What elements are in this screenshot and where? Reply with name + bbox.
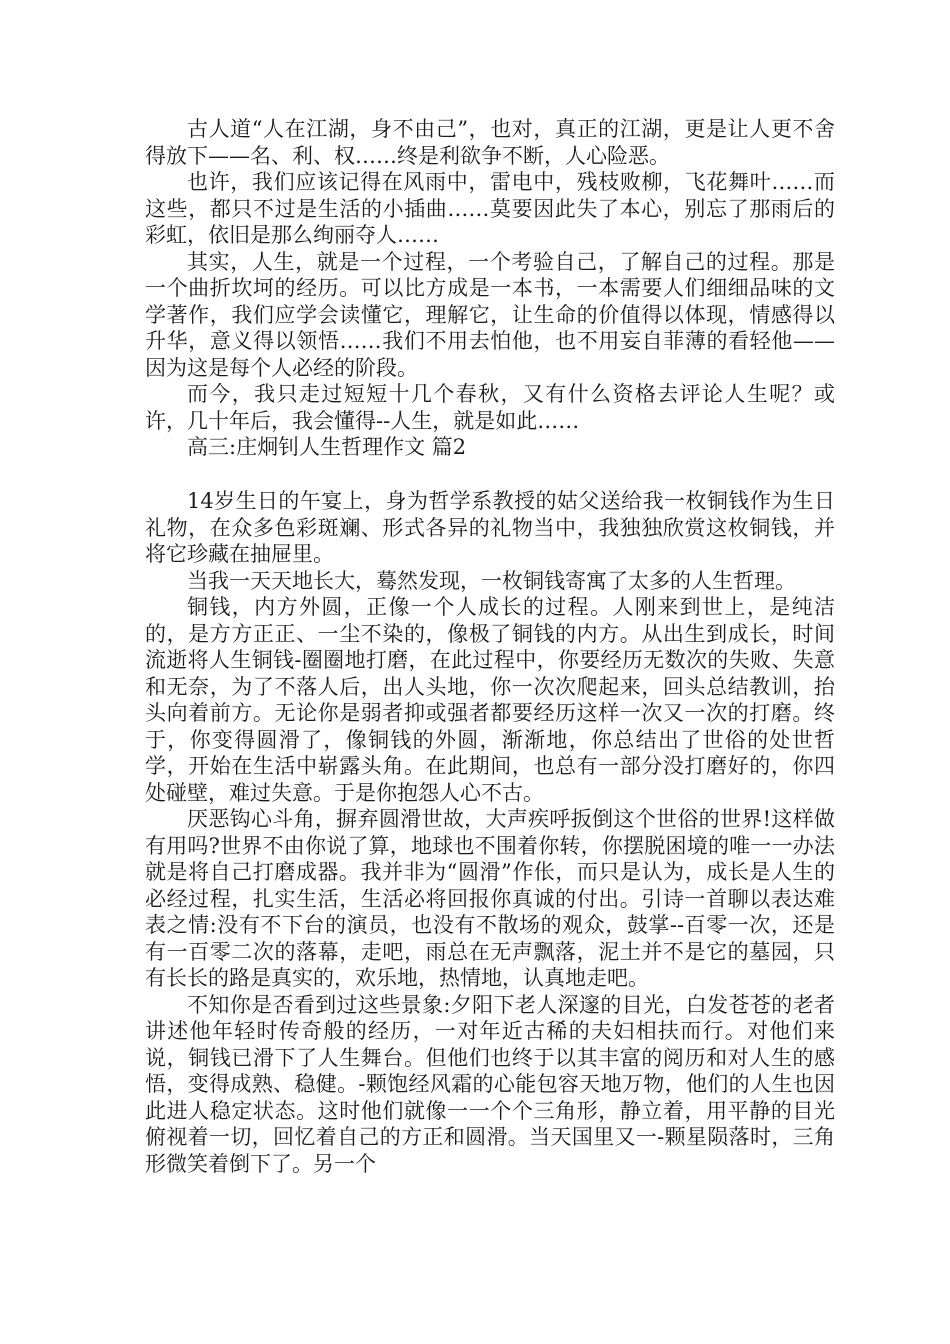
paragraph: 古人道“人在江湖，身不由己”，也对，真正的江湖，更是让人更不舍得放下——名、利、权……终是利欲争不断，人心险恶。 <box>145 117 835 168</box>
essay-part-1 <box>145 116 835 461</box>
section-title: 高三:庄炯钊人生哲理作文 篇2 <box>187 435 467 459</box>
paragraph: 而今，我只走过短短十几个春秋，又有什么资格去评论人生呢？或许，几十年后，我会懂得--人生，就是如此…… <box>145 382 835 433</box>
paragraph: 当我一天天地长大，蓦然发现，一枚铜钱寄寓了太多的人生哲理。 <box>187 568 796 593</box>
paragraph: 不知你是否看到过这些景象:夕阳下老人深邃的目光，白发苍苍的老者讲述他年轻时传奇般的经历，一对年近古稀的夫妇相扶而行。对他们来说，铜钱已滑下了人生舞台。但他们也终于以其丰富的阅历和对人生的感悟，变得成熟、稳健。-颗饱经风霜的心能包容天地万物，他们的人生也因此进人稳定状态。这时他们就像一一个个三角形，静立着，用平静的目光俯视着一切，回忆着自己的方正和圆滑。当天国里又一-颗星陨落时，三角形微笑着倒下了。另一个 <box>145 992 835 1176</box>
paragraph: 其实，人生，就是一个过程，一个考验自己，了解自己的过程。那是一个曲折坎坷的经历。可以比方成是一本书，一本需要人们细细品味的文学著作，我们应学会读懂它，理解它，让生命的价值得以体现，情感得以升华，意义得以领悟……我们不用去怕他，也不用妄自菲薄的看轻他——因为这是每个人必经的阶段。 <box>145 249 835 380</box>
paragraph: 14岁生日的午宴上，身为哲学系教授的姑父送给我一枚铜钱作为生日礼物，在众多色彩斑斓、形式各异的礼物当中，我独独欣赏这枚铜钱，并将它珍藏在抽屉里。 <box>145 489 835 566</box>
paragraph: 厌恶钩心斗角，摒弃圆滑世故，大声疾呼扳倒这个世俗的世界!这样做有用吗?世界不由你说了算，地球也不围着你转，你摆脱困境的唯一一办法就是将自己打磨成器。我并非为“圆滑”作伥，而只是认为，成长是人生的必经过程，扎实生活，生活必将回报你真诚的付出。引诗一首聊以表达难表之情:没有不下台的演员，也没有不散场的观众，鼓掌--百零一次，还是有一百零二次的落幕，走吧，雨总在无声飘落，泥土并不是它的墓园，只有长长的路是真实的，欢乐地，热情地，认真地走吧。 <box>145 807 835 990</box>
paragraph: 铜钱，内方外圆，正像一个人成长的过程。人刚来到世上，是纯洁的，是方方正正、一尘不染的，像极了铜钱的内方。从出生到成长，时间流逝将人生铜钱-圈圈地打磨，在此过程中，你要经历无数次的失败、失意和无奈，为了不落人后，出人头地，你一次次爬起来，回头总结教训，抬头向着前方。无论你是弱者抑或强者都要经历这样一次又一次的打磨。终于，你变得圆滑了，像铜钱的外圆，渐渐地，你总结出了世俗的处世哲学，开始在生活中崭露头角。在此期间，也总有一部分没打磨好的，你四处碰壁，难过失意。于是你抱怨人心不古。 <box>145 595 835 805</box>
essay-part-2 <box>145 488 835 1177</box>
paragraph: 也许，我们应该记得在风雨中，雷电中，残枝败柳，飞花舞叶……而这些，都只不过是生活的小插曲……莫要因此失了本心，别忘了那雨后的彩虹，依旧是那么绚丽夺人…… <box>145 170 835 247</box>
